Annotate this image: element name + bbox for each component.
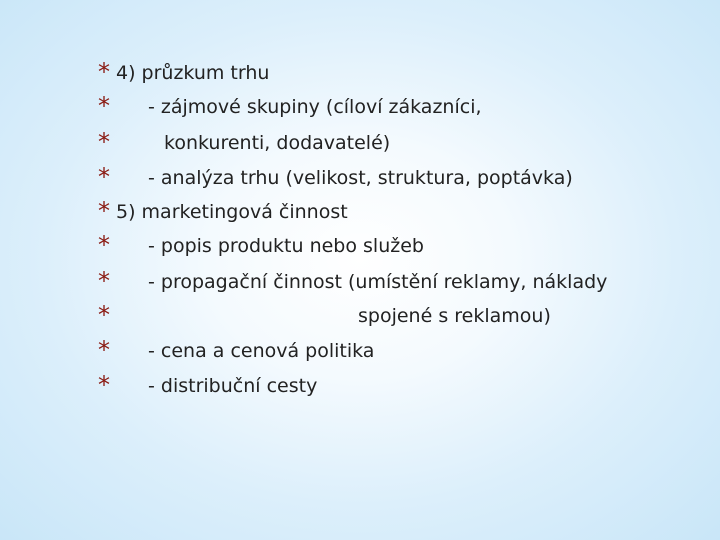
line-text: - popis produktu nebo služeb (148, 235, 424, 257)
line-text: - propagační činnost (umístění reklamy, náklady (148, 271, 608, 293)
line-text: 5) marketingová činnost (116, 201, 348, 223)
line-text: - analýza trhu (velikost, struktura, poptávka) (148, 167, 573, 189)
asterisk-bullet-icon: * (98, 371, 110, 399)
asterisk-bullet-icon: * (98, 336, 110, 364)
asterisk-bullet-icon: * (98, 301, 110, 329)
line-text: 4) průzkum trhu (116, 62, 270, 84)
bullet-line-2 (0, 92, 720, 132)
asterisk-bullet-icon: * (98, 267, 110, 295)
asterisk-bullet-icon: * (98, 128, 110, 156)
line-text: spojené s reklamou) (358, 305, 551, 327)
asterisk-bullet-icon: * (98, 92, 110, 120)
line-text: - distribuční cesty (148, 375, 318, 397)
bullet-line-6 (0, 231, 720, 271)
asterisk-bullet-icon: * (98, 197, 110, 225)
line-text: - cena a cenová politika (148, 340, 375, 362)
asterisk-bullet-icon: * (98, 58, 110, 86)
asterisk-bullet-icon: * (98, 163, 110, 191)
line-text: konkurenti, dodavatelé) (164, 132, 391, 154)
asterisk-bullet-icon: * (98, 231, 110, 259)
line-text: - zájmové skupiny (cíloví zákazníci, (148, 96, 482, 118)
bullet-line-10 (0, 371, 720, 411)
